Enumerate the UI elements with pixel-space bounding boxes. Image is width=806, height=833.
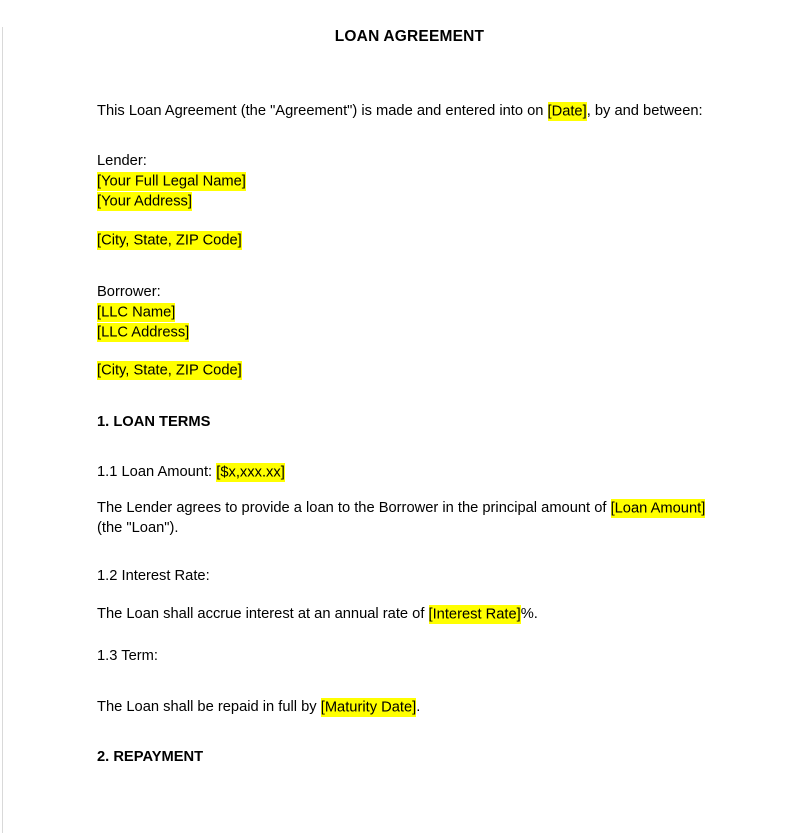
- loan-amount-paragraph: [97, 498, 722, 538]
- intro-paragraph: [97, 101, 722, 121]
- loan-amount-placeholder[interactable]: [$x,xxx.xx]: [216, 464, 285, 480]
- document-page[interactable]: [2, 27, 806, 833]
- lender-name-placeholder[interactable]: [Your Full Legal Name]: [97, 173, 246, 189]
- interest-para-after: %.: [520, 606, 538, 622]
- term-para-before: The Loan shall be repaid in full by: [97, 699, 321, 715]
- lender-label: Lender:: [97, 153, 147, 169]
- lender-city-placeholder[interactable]: [City, State, ZIP Code]: [97, 232, 242, 248]
- loan-amount-value-placeholder[interactable]: [Loan Amount]: [610, 500, 706, 516]
- maturity-date-placeholder[interactable]: [Maturity Date]: [320, 699, 417, 715]
- borrower-label: Borrower:: [97, 284, 161, 300]
- document-title: LOAN AGREEMENT: [334, 28, 485, 45]
- interest-rate-placeholder[interactable]: [Interest Rate]: [428, 606, 521, 622]
- borrower-city-placeholder[interactable]: [City, State, ZIP Code]: [97, 362, 242, 378]
- borrower-city-line: [97, 360, 722, 380]
- section-heading-loan-terms: 1. LOAN TERMS: [97, 414, 211, 430]
- intro-text-before: This Loan Agreement (the "Agreement") is made and entered into on: [97, 103, 548, 119]
- borrower-block: [97, 282, 722, 342]
- interest-rate-heading: 1.2 Interest Rate:: [97, 568, 210, 584]
- lender-city-line: [97, 230, 722, 250]
- term-paragraph: [97, 697, 722, 717]
- term-heading: 1.3 Term:: [97, 648, 158, 664]
- loan-amount-label: 1.1 Loan Amount:: [97, 464, 217, 480]
- interest-para-before: The Loan shall accrue interest at an annual rate of: [97, 606, 429, 622]
- lender-address-placeholder[interactable]: [Your Address]: [97, 193, 192, 209]
- borrower-name-placeholder[interactable]: [LLC Name]: [97, 304, 176, 320]
- section-heading-repayment: 2. REPAYMENT: [97, 749, 204, 765]
- date-placeholder[interactable]: [Date]: [547, 103, 587, 119]
- intro-text-after: , by and between:: [586, 103, 703, 119]
- borrower-address-placeholder[interactable]: [LLC Address]: [97, 324, 190, 340]
- interest-rate-paragraph: [97, 604, 722, 624]
- document-content: [3, 27, 722, 767]
- loan-amount-para-after: (the "Loan").: [97, 500, 710, 536]
- term-para-after: .: [416, 699, 421, 715]
- lender-block: [97, 151, 722, 211]
- loan-amount-line: [97, 462, 722, 482]
- loan-amount-para-before: The Lender agrees to provide a loan to the Borrower in the principal amount of: [97, 500, 611, 516]
